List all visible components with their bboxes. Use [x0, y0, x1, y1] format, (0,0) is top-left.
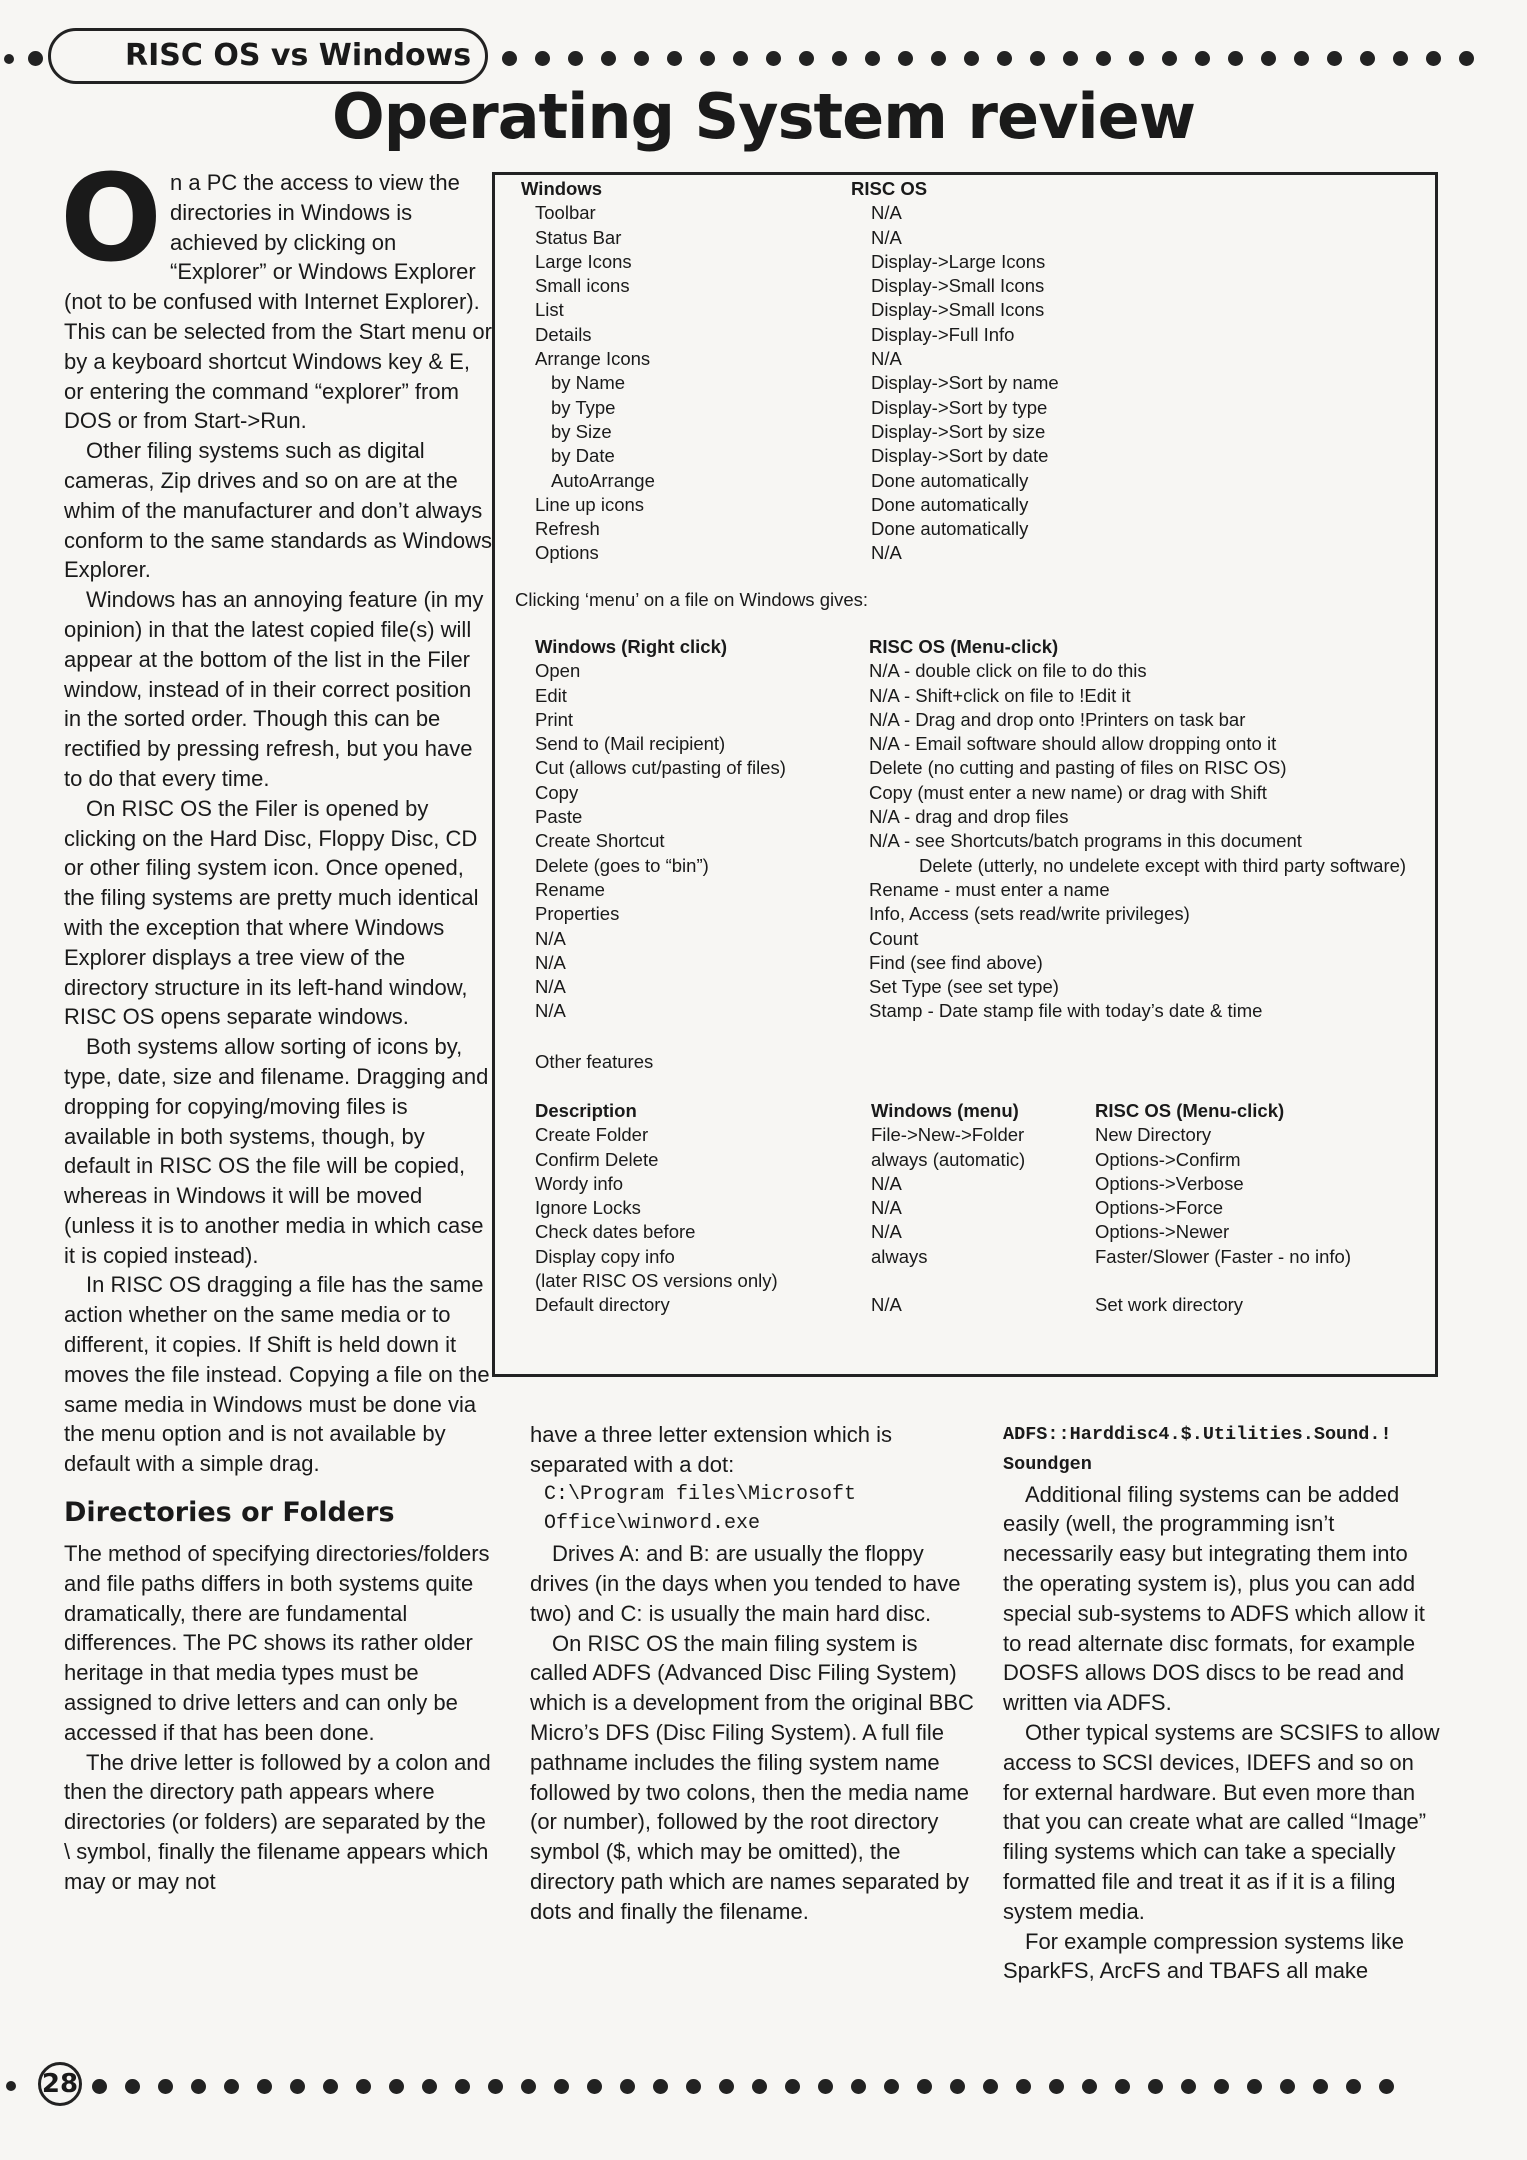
table3-riscos-cell: New Directory [1095, 1124, 1212, 1146]
table2-windows-cell: Create Shortcut [535, 830, 665, 852]
table3-description-cell: Create Folder [535, 1124, 649, 1146]
table3-windows-cell: N/A [871, 1294, 902, 1316]
table3-windows-cell: always [871, 1245, 928, 1267]
dot-decoration [818, 2079, 833, 2094]
table3-description-cell: Wordy info [535, 1172, 624, 1194]
table3-riscos-cell: Set work directory [1095, 1294, 1244, 1316]
dot-decoration [1063, 51, 1078, 66]
dot-decoration [28, 51, 43, 66]
table1-windows-cell: Options [535, 542, 599, 564]
table2-riscos-cell: Delete (utterly, no undelete except with third party software) [919, 854, 1407, 876]
dot-decoration [1346, 2079, 1361, 2094]
code-line: Soundgen [1003, 1453, 1092, 1475]
table2-caption: Clicking ‘menu’ on a file on Windows gives: [515, 589, 869, 610]
table2-windows-cell: Open [535, 660, 581, 682]
table3-caption: Other features [535, 1051, 654, 1072]
dot-decoration [1393, 51, 1408, 66]
table2-riscos-cell: Count [869, 927, 919, 949]
paragraph: The method of specifying directories/folders and file paths differs in both systems quite dramatically, there are fundamental differences. The PC shows its rather older heritage in that media types must be assigned to drive letters and can only be accessed if that has been done. [64, 1541, 490, 1745]
dot-decoration [158, 2079, 173, 2094]
column-2 [530, 1420, 980, 1927]
paragraph: Windows has an annoying feature (in my opinion) in that the latest copied file(s) will appear at the bottom of the list in the Filer window, instead of in their correct position in the sorted order. Though this can be rectified by pressing refresh, but you have to do that every time. [64, 587, 484, 791]
dot-decoration [752, 2079, 767, 2094]
dot-decoration [1162, 51, 1177, 66]
dot-decoration [422, 2079, 437, 2094]
dot-decoration [601, 51, 616, 66]
table3-windows-column [871, 1099, 1025, 1318]
table3-windows-cell: N/A [871, 1172, 902, 1194]
paragraph: Drives A: and B: are usually the floppy drives (in the days when you tended to have two) and C: is usually the main hard disc. [530, 1541, 961, 1626]
dot-decoration [1228, 51, 1243, 66]
table1-head-windows: Windows [521, 178, 603, 199]
paragraph: Additional filing systems can be added easily (well, the programming isn’t necessarily easy but integrating them into the operating system is), plus you can add special sub-systems to ADFS which allow it to read alternate disc formats, for example DOSFS allows DOS discs to be read and written via ADFS. [1003, 1481, 1425, 1716]
table2-head-riscos: RISC OS (Menu-click) [869, 636, 1059, 657]
table2-windows-cell: Properties [535, 903, 620, 925]
table2-windows-cell: N/A [535, 927, 566, 949]
code-line: Office\winword.exe [544, 1512, 761, 1536]
dot-decoration [851, 2079, 866, 2094]
table1-windows-cell: Toolbar [535, 202, 596, 224]
table2-riscos-cell: Info, Access (sets read/write privileges) [869, 903, 1190, 925]
dot-decoration [1082, 2079, 1097, 2094]
paragraph: On RISC OS the Filer is opened by clicking on the Hard Disc, Floppy Disc, CD or other filing system icon. Once opened, the filing systems are pretty much identical with the exception that where Windows Explorer displays a tree view of the directory structure in its left-hand window, RISC OS opens separate windows. [64, 795, 479, 1030]
table2-windows-cell: Paste [535, 806, 583, 828]
dot-decoration [1379, 2079, 1394, 2094]
paragraph: have a three letter extension which is separated with a dot: [530, 1422, 892, 1477]
table3-windows-cell [871, 1269, 1025, 1293]
paragraph: The drive letter is followed by a colon and then the directory path appears where directories (or folders) are separated by the \ symbol, finally the filename appears which may or may not [64, 1749, 491, 1894]
table2-riscos-cell: N/A - Email software should allow dropping onto it [869, 733, 1277, 755]
table3-riscos-cell: Options->Confirm [1095, 1148, 1241, 1170]
table3-riscos-cell: Options->Force [1095, 1197, 1224, 1219]
subheading: Directories or Folders [64, 1497, 395, 1529]
dot-decoration [356, 2079, 371, 2094]
table1-windows-cell: by Size [551, 420, 612, 442]
dot-decoration [1129, 51, 1144, 66]
table2-windows-column [535, 635, 786, 1024]
dot-decoration [224, 2079, 239, 2094]
table1-windows-cell: Details [535, 323, 592, 345]
table1-windows-column [521, 177, 655, 566]
table3-windows-cell: N/A [871, 1197, 902, 1219]
paragraph: Other filing systems such as digital cameras, Zip drives and so on are at the whim of the manufacturer and don’t always conform to the same standards as Windows Explorer. [64, 438, 492, 583]
dot-decoration [983, 2079, 998, 2094]
table3-description-cell: Ignore Locks [535, 1197, 641, 1219]
dot-decoration [653, 2079, 668, 2094]
table3-riscos-cell: Options->Verbose [1095, 1172, 1244, 1194]
table2-windows-cell: Send to (Mail recipient) [535, 733, 726, 755]
table1-riscos-cell: Display->Full Info [871, 323, 1015, 345]
table2-riscos-cell: Rename - must enter a name [869, 878, 1110, 900]
dot-decoration [92, 2079, 107, 2094]
table3-head-windows: Windows (menu) [871, 1100, 1019, 1121]
table2-windows-cell: Cut (allows cut/pasting of files) [535, 757, 786, 779]
table1-riscos-cell: N/A [871, 542, 902, 564]
table1-windows-cell: by Date [551, 445, 615, 467]
dot-decoration [521, 2079, 536, 2094]
dot-decoration [1261, 51, 1276, 66]
dot-decoration [1327, 51, 1342, 66]
dot-decoration [1313, 2079, 1328, 2094]
code-line: C:\Program files\Microsoft [544, 1482, 857, 1506]
dot-decoration [125, 2079, 140, 2094]
table2-riscos-cell: N/A - Drag and drop onto !Printers on task bar [869, 708, 1246, 730]
dot-decoration [700, 51, 715, 66]
table2-riscos-column [869, 635, 1406, 1024]
dot-decoration [865, 51, 880, 66]
table3-description-cell: Display copy info [535, 1245, 675, 1267]
table2-windows-cell: Copy [535, 781, 579, 803]
paragraph: Other typical systems are SCSIFS to allow access to SCSI devices, IDEFS and so on for external hardware. But even more than that you can create what are called “Image” filing systems which can take a specially formatted file and treat it as if it is a filing system media. [1003, 1719, 1440, 1924]
table2-riscos-cell: Set Type (see set type) [869, 976, 1059, 998]
dot-decoration [554, 2079, 569, 2094]
table2-windows-cell: Delete (goes to “bin”) [535, 854, 709, 876]
table3-riscos-cell: Faster/Slower (Faster - no info) [1095, 1245, 1351, 1267]
dot-decoration [950, 2079, 965, 2094]
dot-decoration [1195, 51, 1210, 66]
dot-decoration [4, 54, 14, 64]
dot-decoration [535, 51, 550, 66]
table1-riscos-cell: N/A [871, 348, 902, 370]
table3-riscos-cell [1095, 1269, 1351, 1293]
intro-text: n a PC the access to view the directories in Windows is achieved by clicking on “Explorer” or Windows Explorer (not to be confused with Internet Explorer). This can be selected from the Start menu or by a keyboard shortcut Windows key & E, or entering the command “explorer” from DOS or from Start->Run. [64, 170, 492, 434]
dot-decoration [719, 2079, 734, 2094]
table1-windows-cell: Arrange Icons [535, 348, 651, 370]
table1-windows-cell: by Name [551, 372, 626, 394]
dot-decoration [766, 51, 781, 66]
table3-description-cell: Check dates before [535, 1221, 696, 1243]
page-footer [0, 2062, 1527, 2112]
table3-riscos-column [1095, 1099, 1351, 1318]
table2-riscos-cell: N/A - drag and drop files [869, 806, 1069, 828]
dot-decoration [931, 51, 946, 66]
table2-riscos-cell: Stamp - Date stamp file with today’s date & time [869, 1000, 1263, 1022]
comparison-box [492, 172, 1438, 1377]
page-header [0, 28, 1527, 88]
table3-description-cell: (later RISC OS versions only) [535, 1270, 778, 1292]
footer-dots-right [92, 2078, 1412, 2096]
dot-decoration [1459, 51, 1474, 66]
table1-riscos-cell: Done automatically [871, 518, 1029, 540]
code-line: ADFS::Harddisc4.$.Utilities.Sound.! [1003, 1424, 1392, 1445]
table2-windows-cell: Print [535, 708, 574, 730]
table2-riscos-cell: N/A - Shift+click on file to !Edit it [869, 684, 1131, 706]
table1-riscos-cell: N/A [871, 202, 902, 224]
table1-windows-cell: Line up icons [535, 493, 645, 515]
dot-decoration [733, 51, 748, 66]
dot-decoration [785, 2079, 800, 2094]
dot-decoration [898, 51, 913, 66]
table1-riscos-cell: N/A [871, 226, 902, 248]
dot-decoration [1030, 51, 1045, 66]
dot-decoration [257, 2079, 272, 2094]
column-1 [60, 150, 494, 1897]
table2-windows-cell: N/A [535, 1000, 566, 1022]
table1-riscos-cell: Display->Sort by date [871, 445, 1049, 467]
dot-decoration [502, 51, 517, 66]
dot-decoration [290, 2079, 305, 2094]
table2-riscos-cell: Delete (no cutting and pasting of files on RISC OS) [869, 757, 1287, 779]
table2-windows-cell: N/A [535, 976, 566, 998]
dot-decoration [1148, 2079, 1163, 2094]
paragraph: In RISC OS dragging a file has the same action whether on the same media or to different, it copies. If Shift is held down it moves the file instead. Copying a file on the same media in Windows must be done via the menu option and is not available by default with a simple drag. [64, 1272, 490, 1477]
dot-decoration [1426, 51, 1441, 66]
dot-decoration [667, 51, 682, 66]
section-label: RISC OS vs Windows [48, 28, 488, 84]
table1-riscos-cell: Display->Sort by size [871, 420, 1046, 442]
dot-decoration [997, 51, 1012, 66]
footer-dots-left [6, 2077, 30, 2095]
dot-decoration [1115, 2079, 1130, 2094]
table2-riscos-cell: N/A - double click on file to do this [869, 660, 1147, 682]
table3-windows-cell: File->New->Folder [871, 1124, 1025, 1146]
table2-windows-cell: Edit [535, 684, 567, 706]
table1-riscos-cell: Display->Small Icons [871, 275, 1045, 297]
dot-decoration [455, 2079, 470, 2094]
dot-decoration [587, 2079, 602, 2094]
dot-decoration [323, 2079, 338, 2094]
table1-windows-cell: Refresh [535, 518, 600, 540]
dot-decoration [191, 2079, 206, 2094]
dot-decoration [1214, 2079, 1229, 2094]
paragraph: For example compression systems like SparkFS, ArcFS and TBAFS all make [1003, 1928, 1405, 1984]
dot-decoration [6, 2081, 16, 2091]
table3-description-cell: Default directory [535, 1294, 670, 1316]
dot-decoration [1096, 51, 1111, 66]
table2-riscos-cell: N/A - see Shortcuts/batch programs in this document [869, 830, 1302, 852]
dot-decoration [686, 2079, 701, 2094]
table3-windows-cell: N/A [871, 1221, 902, 1243]
dot-decoration [799, 51, 814, 66]
dot-decoration [1049, 2079, 1064, 2094]
table1-riscos-cell: Display->Small Icons [871, 299, 1045, 321]
dot-decoration [1181, 2079, 1196, 2094]
drop-cap: O [60, 150, 163, 289]
table3-head-riscos: RISC OS (Menu-click) [1095, 1100, 1285, 1121]
header-dots-right [502, 50, 1492, 68]
table2-riscos-cell: Find (see find above) [869, 951, 1043, 973]
page-number: 28 [38, 2062, 82, 2106]
dot-decoration [1360, 51, 1375, 66]
table1-windows-cell: Small icons [535, 275, 630, 297]
table1-riscos-cell: Done automatically [871, 469, 1029, 491]
paragraph: On RISC OS the main filing system is called ADFS (Advanced Disc Filing System) which is a development from the original BBC Micro’s DFS (Disc Filing System). A full file pathname includes the filing system name followed by two colons, then the media name (or number), followed by the root directory symbol ($, which may be omitted), the directory path which are names separated by dots and finally the filename. [530, 1630, 974, 1924]
table3-windows-cell: always (automatic) [871, 1148, 1026, 1170]
dot-decoration [1280, 2079, 1295, 2094]
table3-description-cell: Confirm Delete [535, 1148, 659, 1170]
page-title: Operating System review [331, 80, 1195, 153]
table1-windows-cell: by Type [551, 396, 616, 418]
table1-windows-cell: Status Bar [535, 226, 622, 248]
table2-riscos-cell: Copy (must enter a new name) or drag with Shift [869, 781, 1267, 803]
table2-windows-cell: Rename [535, 878, 605, 900]
table1-riscos-cell: Done automatically [871, 493, 1029, 515]
table1-windows-cell: List [535, 299, 564, 321]
intro-paragraph [60, 150, 494, 436]
table3-description-column [535, 1099, 778, 1318]
table1-windows-cell: AutoArrange [551, 469, 655, 491]
dot-decoration [884, 2079, 899, 2094]
paragraph: Both systems allow sorting of icons by, type, date, size and filename. Dragging and dropping for copying/moving files is available in both systems, though, by default in RISC OS the file will be copied, whereas in Windows it will be moved (unless it is to another media in which case it is copied instead). [64, 1034, 489, 1268]
dot-decoration [620, 2079, 635, 2094]
dot-decoration [1247, 2079, 1262, 2094]
dot-decoration [1016, 2079, 1031, 2094]
dot-decoration [1294, 51, 1309, 66]
dot-decoration [917, 2079, 932, 2094]
table2-head-windows: Windows (Right click) [535, 636, 728, 657]
dot-decoration [389, 2079, 404, 2094]
table1-head-riscos: RISC OS [851, 178, 928, 199]
dot-decoration [832, 51, 847, 66]
dot-decoration [634, 51, 649, 66]
dot-decoration [568, 51, 583, 66]
table1-riscos-cell: Display->Sort by type [871, 396, 1048, 418]
table3-head-description: Description [535, 1100, 637, 1121]
table1-windows-cell: Large Icons [535, 250, 632, 272]
dot-decoration [964, 51, 979, 66]
table1-riscos-column [851, 177, 1059, 566]
table1-riscos-cell: Display->Sort by name [871, 372, 1059, 394]
table1-riscos-cell: Display->Large Icons [871, 250, 1046, 272]
table2-windows-cell: N/A [535, 951, 566, 973]
dot-decoration [488, 2079, 503, 2094]
table3-riscos-cell: Options->Newer [1095, 1221, 1230, 1243]
column-3 [1003, 1420, 1443, 1986]
